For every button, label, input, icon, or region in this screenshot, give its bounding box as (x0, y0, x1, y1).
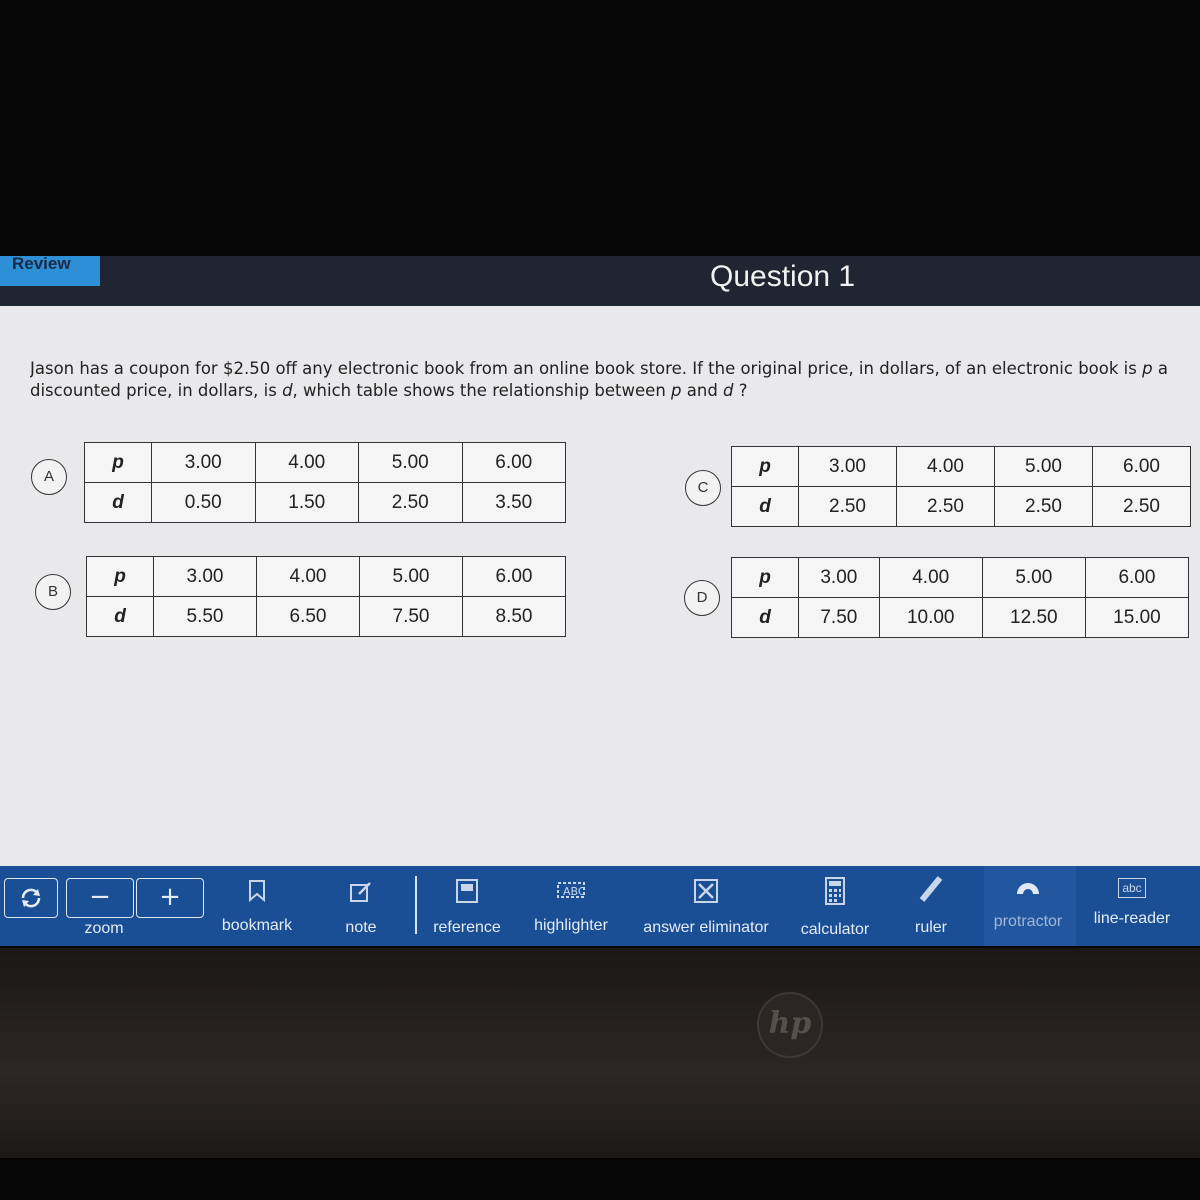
calculator-label: calculator (800, 921, 870, 938)
prompt-text: a (1152, 359, 1168, 378)
prompt-var: p (1142, 359, 1153, 378)
protractor-label: protractor (993, 913, 1063, 930)
table-cell: 6.00 (462, 443, 566, 483)
table-cell: 12.50 (982, 598, 1085, 638)
ruler-button[interactable] (900, 874, 962, 937)
table-cell: 4.00 (897, 447, 995, 487)
table-cell: 3.00 (154, 557, 257, 597)
prompt-text: and (681, 381, 724, 400)
line-reader-icon (1086, 874, 1178, 902)
bookmark-icon (208, 880, 306, 909)
protractor-button[interactable] (984, 876, 1072, 931)
line-reader-label: line-reader (1093, 910, 1171, 927)
answer-eliminator-icon (634, 878, 778, 911)
table-cell: 3.00 (799, 558, 880, 598)
table-row (732, 558, 1189, 598)
calculator-icon (792, 876, 878, 913)
header-bar (0, 256, 1200, 306)
table-cell: 2.50 (897, 487, 995, 527)
toolbar-divider (415, 876, 417, 934)
table-cell: p (85, 443, 152, 483)
table-cell: 6.00 (1093, 447, 1191, 487)
line-reader-icon-text: abc (1118, 878, 1145, 898)
prompt-text: discounted price, in dollars, is (30, 381, 283, 400)
hp-logo: hp (757, 992, 823, 1058)
table-cell: 7.50 (360, 597, 463, 637)
table-cell: 8.50 (463, 597, 566, 637)
table-cell: 5.00 (982, 558, 1085, 598)
table-cell: 5.00 (995, 447, 1093, 487)
prompt-text: , which table shows the relationship between (292, 381, 672, 400)
prompt-var: d (723, 381, 734, 400)
table-cell: 1.50 (255, 483, 359, 523)
reference-label: reference (433, 919, 501, 936)
question-content (0, 306, 1200, 866)
option-c-button[interactable]: C (685, 470, 721, 506)
table-cell: 2.50 (799, 487, 897, 527)
table-cell: 10.00 (879, 598, 982, 638)
option-b-table[interactable] (86, 556, 566, 637)
protractor-icon (984, 876, 1072, 905)
option-d-table[interactable] (731, 557, 1189, 638)
desk-background (0, 1158, 1200, 1200)
highlighter-button[interactable] (526, 878, 616, 935)
reference-button[interactable] (424, 878, 510, 937)
option-a-button[interactable]: A (31, 459, 67, 495)
table-row (85, 483, 566, 523)
table-cell: 2.50 (1093, 487, 1191, 527)
refresh-button[interactable] (4, 878, 58, 918)
table-cell: p (732, 558, 799, 598)
table-cell: 3.00 (152, 443, 256, 483)
table-cell: p (87, 557, 154, 597)
line-reader-button[interactable] (1086, 874, 1178, 928)
review-button[interactable]: Review (0, 256, 100, 286)
answer-eliminator-label: answer eliminator (643, 919, 769, 936)
zoom-out-button[interactable]: − (66, 878, 134, 918)
table-cell: 4.00 (255, 443, 359, 483)
table-cell: 6.50 (257, 597, 360, 637)
note-label: note (345, 919, 377, 936)
table-cell: 5.00 (360, 557, 463, 597)
option-b-button[interactable]: B (35, 574, 71, 610)
monitor-bezel (0, 948, 1200, 1158)
refresh-icon (16, 883, 46, 913)
prompt-var: p (671, 381, 682, 400)
ruler-label: ruler (914, 919, 947, 936)
calculator-button[interactable] (792, 876, 878, 939)
question-prompt (30, 358, 1200, 402)
note-button[interactable] (322, 880, 400, 937)
table-row (85, 443, 566, 483)
table-cell: d (85, 483, 152, 523)
table-cell: 2.50 (995, 487, 1093, 527)
option-c-table[interactable] (731, 446, 1191, 527)
table-cell: 0.50 (152, 483, 256, 523)
note-icon (322, 880, 400, 911)
table-cell: 7.50 (799, 598, 880, 638)
table-cell: d (732, 598, 799, 638)
highlighter-label: highlighter (534, 917, 608, 934)
bookmark-label: bookmark (221, 917, 293, 934)
prompt-text: ? (733, 381, 748, 400)
highlighter-icon (526, 878, 616, 909)
bookmark-button[interactable] (208, 880, 306, 935)
table-row (732, 487, 1191, 527)
reference-book-icon (424, 878, 510, 911)
table-cell: 6.00 (463, 557, 566, 597)
prompt-var: d (282, 381, 293, 400)
table-cell: d (732, 487, 799, 527)
table-row (87, 557, 566, 597)
svg-text:ABC: ABC (563, 885, 586, 898)
zoom-label: zoom (84, 920, 124, 937)
table-cell: 5.00 (359, 443, 463, 483)
table-row (732, 598, 1189, 638)
table-cell: 15.00 (1085, 598, 1188, 638)
zoom-in-button[interactable]: + (136, 878, 204, 918)
table-row (87, 597, 566, 637)
table-cell: d (87, 597, 154, 637)
option-a-table[interactable] (84, 442, 566, 523)
table-cell: 3.00 (799, 447, 897, 487)
table-cell: 6.00 (1085, 558, 1188, 598)
question-line-1 (30, 358, 1200, 380)
table-cell: 4.00 (879, 558, 982, 598)
table-cell: p (732, 447, 799, 487)
table-cell: 5.50 (154, 597, 257, 637)
table-cell: 3.50 (462, 483, 566, 523)
question-title: Question 1 (710, 260, 856, 293)
tools-toolbar (0, 866, 1200, 946)
table-cell: 2.50 (359, 483, 463, 523)
table-cell: 4.00 (257, 557, 360, 597)
prompt-text: Jason has a coupon for $2.50 off any electronic book from an online book store. If the original price, in dollars, of an electronic book is (30, 359, 1143, 378)
option-d-button[interactable]: D (684, 580, 720, 616)
answer-eliminator-button[interactable] (634, 878, 778, 937)
question-line-2 (30, 380, 1200, 402)
table-row (732, 447, 1191, 487)
ruler-icon (900, 874, 962, 911)
